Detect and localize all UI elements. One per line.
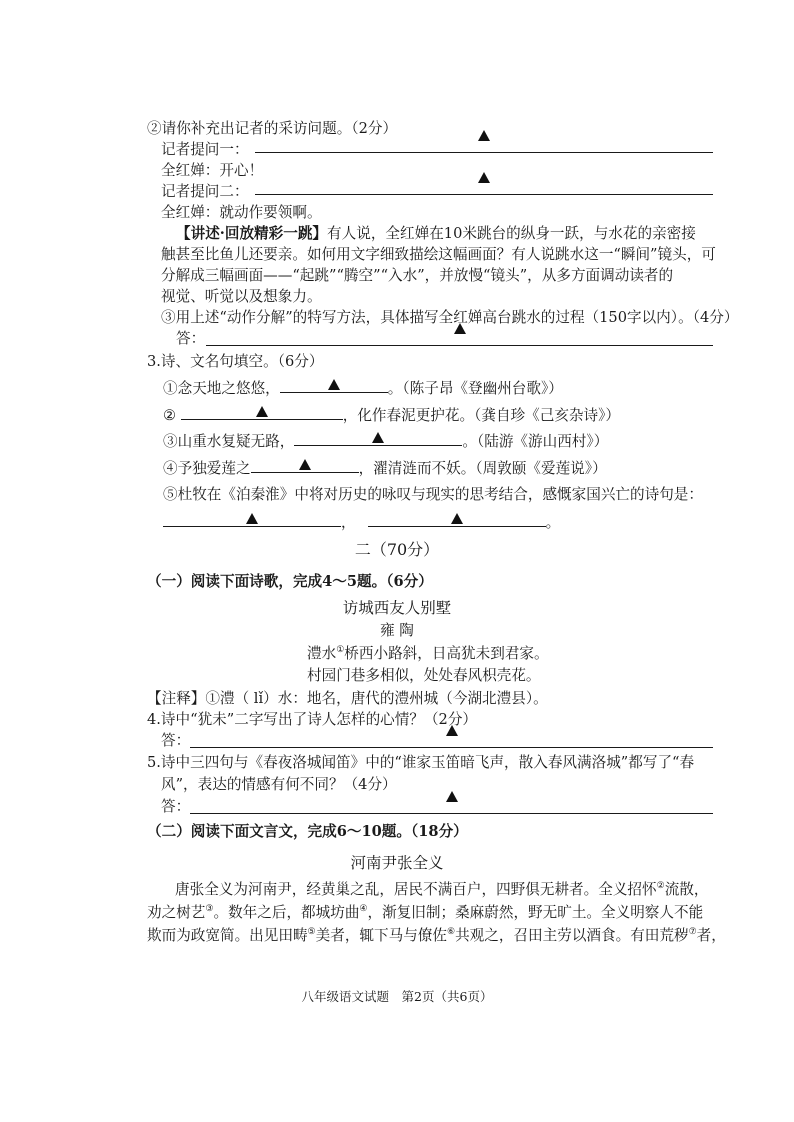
page-footer: 八年级语文试题 第2页（共6页）: [301, 989, 493, 1004]
poem-line-1: [307, 644, 549, 664]
q3-heading: 3.诗、文名句填空。（6分）: [147, 353, 324, 370]
note-mark: ⑤: [307, 927, 316, 938]
poem-line-1-a: 澧水: [307, 645, 337, 662]
essay-text: 劝之树艺: [147, 904, 206, 921]
fill-item-4: [163, 458, 607, 479]
triangle-marker-icon: [478, 172, 490, 183]
lecture-line-2: 触甚至比鱼儿还要亲。如何用文字细致描绘这幅画面？有人说跳水这一“瞬间”镜头，可: [161, 246, 716, 263]
essay-text: 美者，辄下马与僚佐: [315, 927, 447, 944]
note-mark: ①: [336, 645, 345, 656]
lecture-line-1: [176, 224, 696, 244]
fill-item-4-post: ，濯清涟而不妖。（周敦颐《爱莲说》）: [358, 460, 607, 477]
note-mark: ②: [656, 881, 665, 892]
q4-prompt: 4.诗中“犹未”二字写出了诗人怎样的心情？（2分）: [147, 711, 478, 728]
fill-item-4-blank[interactable]: [251, 458, 359, 473]
essay-text: 。数年之后，都城坊曲: [213, 904, 360, 921]
note-mark: ⑦: [688, 927, 697, 938]
fill-item-1-pre: ①念天地之悠悠，: [163, 380, 280, 397]
lecture-tag: 【讲述·回放精彩一跳】: [176, 225, 328, 242]
fill-item-2-pre: ②: [163, 407, 177, 424]
triangle-marker-icon: [372, 432, 384, 443]
fill-item-4-pre: ④予独爱莲之: [163, 460, 251, 477]
answer-label: 答：: [176, 330, 206, 347]
note-mark: ⑥: [446, 927, 456, 938]
essay-text: 共观之，召田主劳以酒食。有田荒秽: [455, 927, 689, 944]
q5-prompt-line-2: 风”，表达的情感有何不同？（4分）: [161, 776, 397, 793]
part-2-heading: （二）阅读下面文言文，完成6～10题。（18分）: [147, 823, 468, 840]
essay-text: 唐张全义为河南尹，经黄巢之乱，居民不满百户，四野俱无耕者。全义招怀: [175, 881, 657, 898]
fill-item-3-blank[interactable]: [294, 431, 462, 446]
q4-answer-label: 答：: [161, 732, 191, 749]
poem-author: 雍 陶: [380, 622, 414, 639]
q2-3-answer-line[interactable]: [206, 329, 713, 346]
fill-item-3-pre: ③山重水复疑无路，: [163, 433, 295, 450]
reply-2: 全红婵：就动作要领啊。: [161, 204, 322, 221]
triangle-marker-icon: [451, 513, 463, 524]
reply-1: 全红婵：开心！: [161, 162, 264, 179]
fill-item-1: [163, 378, 563, 399]
fill-item-5-blank-1[interactable]: [163, 512, 341, 527]
q5-answer-line[interactable]: [190, 797, 713, 814]
fill-item-2-post: ，化作春泥更护花。（龚自珍《己亥杂诗》）: [342, 407, 621, 424]
essay-text: 者，: [696, 927, 726, 944]
poem-line-2: 村园门巷多相似，处处春风枳壳花。: [307, 667, 541, 684]
q5-prompt-line-1: 5.诗中三四句与《春夜洛城闻笛》中的“谁家玉笛暗飞声，散入春风满洛城”都写了“春: [147, 754, 695, 771]
fill-item-1-blank[interactable]: [280, 378, 388, 393]
essay-text: 流散，: [664, 881, 709, 898]
essay-line-3: [147, 926, 726, 946]
fill-item-3-post: 。（陆游《游山西村》）: [462, 433, 609, 450]
essay-text: ，渐复旧制；桑麻蔚然，野无旷土。全义明察人不能: [367, 904, 704, 921]
fill-item-5-blanks: [163, 512, 560, 533]
poem-title: 访城西友人别墅: [342, 599, 452, 617]
section-2-title: 二（70分）: [354, 540, 440, 559]
q5-answer-label: 答：: [161, 798, 191, 815]
fill-item-5-blank-2[interactable]: [368, 512, 546, 527]
fill-item-1-post: 。（陈子昂《登幽州台歌》）: [387, 380, 563, 397]
triangle-marker-icon: [299, 459, 311, 470]
triangle-marker-icon: [478, 130, 490, 141]
fill-item-5-period: 。: [545, 514, 561, 531]
fill-item-5-comma: ，: [341, 514, 356, 531]
lecture-text: 有人说，全红婵在10米跳台的纵身一跃，与水花的亲密接: [327, 225, 696, 242]
reporter-question-1-label: 记者提问一：: [161, 141, 249, 158]
fill-item-2: [163, 405, 620, 426]
triangle-marker-icon: [246, 513, 258, 524]
triangle-marker-icon: [454, 323, 466, 334]
essay-line-1: [175, 880, 708, 900]
q2-3-prompt: ③用上述“动作分解”的特写方法，具体描写全红婵高台跳水的过程（150字以内）。（4分）: [161, 309, 739, 326]
q4-answer-line[interactable]: [190, 731, 713, 748]
fill-item-2-blank[interactable]: [181, 405, 343, 420]
triangle-marker-icon: [328, 379, 340, 390]
note-mark: ③: [205, 904, 214, 915]
q2-2-prompt: ②请你补充出记者的采访问题。（2分）: [147, 120, 398, 137]
poem-note: 【注释】①澧（ lǐ）水：地名，唐代的澧州城（今湖北澧县）。: [147, 690, 548, 707]
note-mark: ④: [359, 904, 368, 915]
fill-item-3: [163, 431, 608, 452]
reporter-question-1-answer-line[interactable]: [255, 136, 713, 153]
essay-title: 河南尹张全义: [350, 854, 444, 872]
essay-line-2: [147, 903, 703, 923]
reporter-question-2-answer-line[interactable]: [255, 178, 713, 195]
essay-text: 欺而为政宽简。出见田畴: [147, 927, 308, 944]
triangle-marker-icon: [446, 791, 458, 802]
triangle-marker-icon: [446, 725, 458, 736]
lecture-line-4: 视觉、听觉以及想象力。: [161, 288, 322, 305]
lecture-line-3: 分解成三幅画面——“起跳”“腾空”“入水”，并放慢“镜头”，从多方面调动读者的: [161, 267, 674, 284]
part-1-heading: （一）阅读下面诗歌，完成4～5题。（6分）: [147, 573, 433, 590]
fill-item-5: ⑤杜牧在《泊秦淮》中将对历史的咏叹与现实的思考结合，感慨家国兴亡的诗句是：: [163, 486, 703, 503]
triangle-marker-icon: [256, 406, 268, 417]
reporter-question-2-label: 记者提问二：: [161, 183, 249, 200]
poem-line-1-b: 桥西小路斜，日高犹未到君家。: [344, 645, 549, 662]
